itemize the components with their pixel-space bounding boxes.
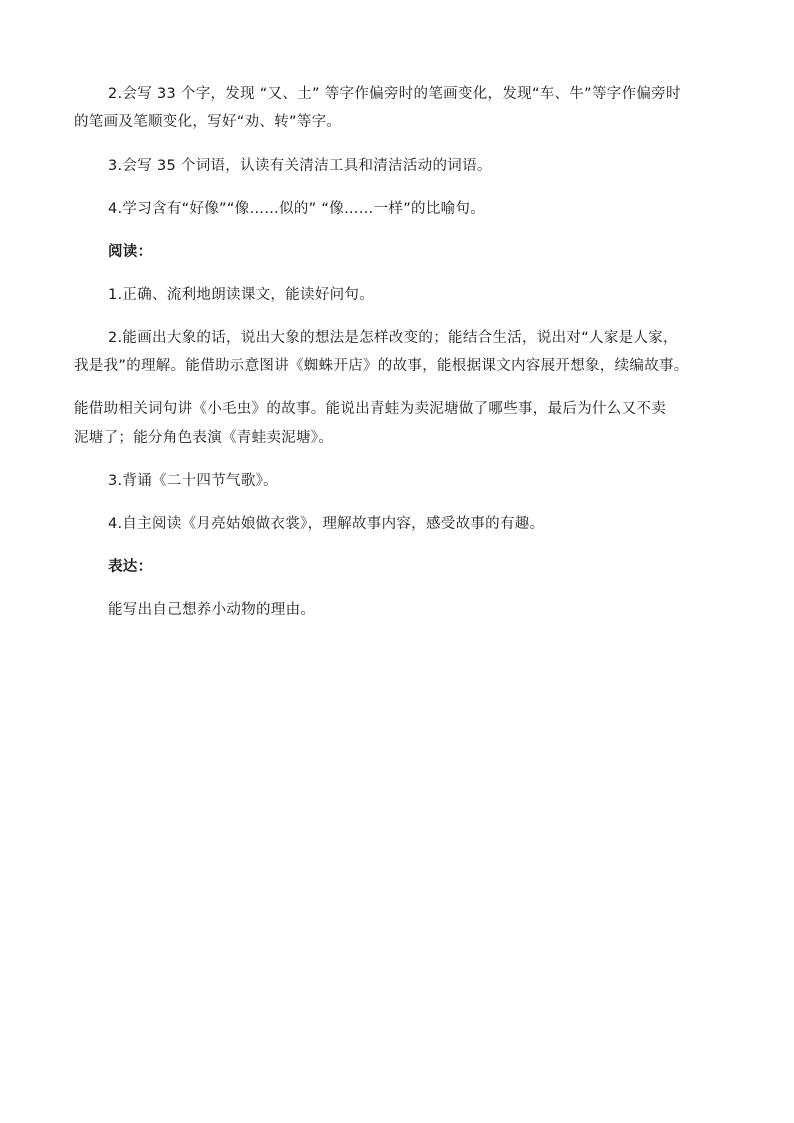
section-heading-reading: 阅读：	[108, 244, 153, 260]
reading-goal-2-line-4: 泥塘了；能分角色表演《青蛙卖泥塘》。	[74, 430, 334, 446]
reading-goal-2-line-2: 我是我”的理解。能借助示意图讲《蜘蛛开店》的故事，能根据课文内容展开想象，续编故事。	[74, 358, 689, 374]
reading-goal-4: 4.自主阅读《月亮姑娘做衣裳》，理解故事内容，感受故事的有趣。	[108, 516, 545, 532]
goal-3: 3.会写 35 个词语，认读有关清洁工具和清洁活动的词语。	[108, 158, 492, 174]
section-heading-expression: 表达：	[108, 559, 153, 575]
reading-goal-1: 1.正确、流利地朗读课文，能读好问句。	[108, 287, 375, 303]
goal-2-line-1: 2.会写 33 个字，发现 “又、土” 等字作偏旁时的笔画变化，发现“车、牛”等字作偏旁时	[108, 86, 681, 102]
goal-2-line-2: 的笔画及笔顺变化，写好“劝、转”等字。	[74, 114, 342, 130]
goal-4: 4.学习含有“好像”“像……似的” “像……一样”的比喻句。	[108, 201, 486, 217]
expression-goal: 能写出自己想养小动物的理由。	[108, 602, 316, 618]
reading-goal-3: 3.背诵《二十四节气歌》。	[108, 473, 278, 489]
reading-goal-2-line-3: 能借助相关词句讲《小毛虫》的故事。能说出青蛙为卖泥塘做了哪些事，最后为什么又不卖	[74, 401, 666, 417]
reading-goal-2-line-1: 2.能画出大象的话，说出大象的想法是怎样改变的；能结合生活，说出对“人家是人家，	[108, 330, 678, 346]
